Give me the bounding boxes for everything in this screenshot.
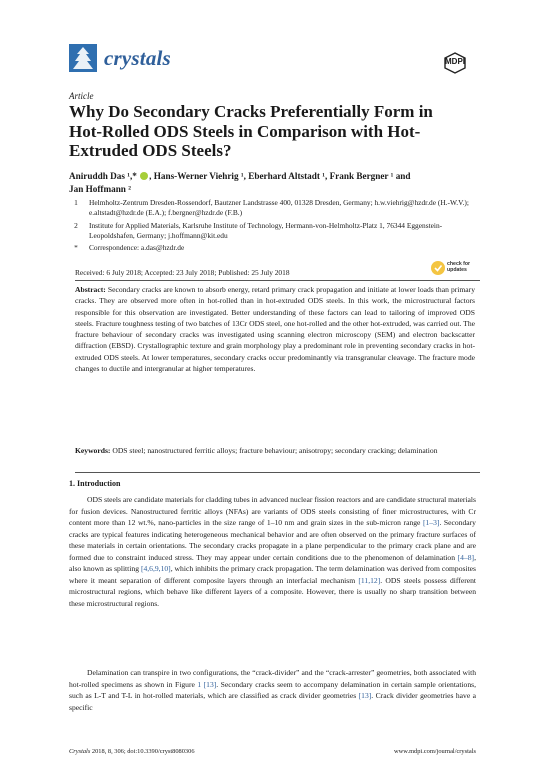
affiliation-1 (69, 198, 479, 218)
citation-footer (69, 748, 195, 755)
keywords-text: ODS steel; nanostructured ferritic alloys; fracture behaviour; anisotropy; secondary cracking; delamination (112, 446, 438, 455)
body-text: , which inhibits the primary crack propagation. The term delamination was derived from composites where it meant separation of different composite layers through an interfacial mechanism (69, 564, 477, 585)
check-for-updates-badge[interactable] (430, 258, 470, 278)
authors-line-2: Jan Hoffmann ² (69, 184, 131, 194)
check-for-updates-label: check for updates (447, 261, 471, 273)
divider (75, 472, 480, 473)
affiliation-number: 2 (74, 221, 78, 230)
body-text: . Secondary cracks are typical features indicating heterogeneous mechanical behavior and are often observed on the primary fracture surfaces of these materials in certain orientations. The secondary cracks propagate in a plane perpendicular to the primary crack plane and are formed due to constraint induced stress. They may appear under certain conditions due to the phenomenon of delamination (69, 518, 476, 562)
affiliation-text: Institute for Applied Materials, Karlsruhe Institute of Technology, Hermann-von-Helmholtz-Platz 1, 76344 Eggenstein-Leopoldshafen, Germany; j.hoffmann@kit.edu (89, 221, 443, 240)
body-text: ODS steels are candidate materials for cladding tubes in advanced nuclear fission reactors and are candidate structural materials for fusion devices. Nanostructured ferritic alloys (NFAs) are variants of ODS steels consisting of finer microstructures, with Cr content more than 12 wt.%, nano-particles in the size range of 1–10 nm and grain sizes in the sub-micron range (69, 495, 476, 528)
authors-line-1: Aniruddh Das ¹,* (69, 171, 140, 181)
publisher-name: MDPI (445, 57, 465, 66)
authors-line-1b: , Hans-Werner Viehrig ¹, Eberhard Altstadt ¹, Frank Bergner ¹ and (149, 171, 411, 181)
body-text: , also known as splitting (69, 552, 476, 574)
citation-link[interactable]: [11,12] (358, 575, 381, 585)
keywords (75, 445, 475, 456)
footer-journal: Crystals (69, 748, 91, 755)
figure-link[interactable]: 1 (197, 679, 202, 689)
journal-name: crystals (104, 46, 171, 70)
journal-logo-icon (69, 44, 97, 72)
citation-link[interactable]: [4,6,9,10] (140, 564, 171, 574)
divider (75, 280, 480, 281)
article-type: Article (69, 91, 94, 101)
orcid-icon[interactable] (140, 172, 148, 180)
article-title: Why Do Secondary Cracks Preferentially Form in Hot-Rolled ODS Steels in Comparison with Hot-Extruded ODS Steels? (69, 102, 433, 160)
body-text: . Crack divider geometries have a specific (69, 691, 476, 712)
citation-link[interactable]: [1–3] (423, 518, 440, 528)
author-list (69, 170, 479, 196)
publication-dates: Received: 6 July 2018; Accepted: 23 July 2018; Published: 25 July 2018 (75, 268, 290, 277)
affiliation-number: 1 (74, 198, 78, 207)
body-text: . Secondary cracks seem to accompany delamination in certain sample orientations, such as L-T and T-L in hot-rolled materials, which are classified as crack divider geometries (69, 679, 476, 701)
citation-link[interactable]: [13] (203, 679, 217, 689)
footer-doi: 2018, 8, 306; doi:10.3390/cryst8080306 (90, 748, 195, 755)
abstract-text: Secondary cracks are known to absorb energy, retard primary crack propagation and initiate at lower loads than primary cracks. They are observed more often in hot-rolled than in hot-extruded ODS steels. In this work, the microstructural factors responsible for this observation are investigated. Better understanding of these factors can lead to tailoring of improved ODS steels. Fracture toughness testing of two batches of 13Cr ODS steel, one hot-rolled and the other hot-extruded, was carried out. The fracture behaviour of secondary cracks was investigated using scanning electron microscopy (SEM) and electron backscatter diffraction (EBSD). Crystallographic texture and grain morphology play a predominant role in preventing secondary cracks in hot-extruded ODS steels. At lower temperatures, secondary cracks occur predominantly via transgranular cleavage. The fracture mode changes to ductile and intergranular at higher temperatures. (75, 285, 475, 374)
paragraph-2 (69, 667, 476, 713)
body-text: . ODS steels possess different microstructural regions, which behave like different layers of a composite. However, there is usually no sharp transition between these microstructural regions. (69, 575, 477, 608)
paragraph-1 (69, 494, 476, 609)
affiliation-2 (69, 221, 479, 241)
citation-link[interactable]: [4–8] (457, 552, 475, 562)
body-text: Delamination can transpire in two configurations, the “crack-divider” and the “crack-arrester” geometries, both associated with hot-rolled specimens as shown in Figure (69, 668, 476, 689)
correspondence (69, 243, 479, 253)
journal-url[interactable]: www.mdpi.com/journal/crystals (394, 748, 476, 755)
keywords-label: Keywords: (75, 446, 111, 455)
affiliation-text: Helmholtz-Zentrum Dresden-Rossendorf, Bautzner Landstrasse 400, 01328 Dresden, Germany; h.w.viehrig@hzdr.de (H.-W.V.); e.altstadt@hzdr.de (E.A.); f.bergner@hzdr.de (F.B.) (89, 198, 469, 217)
abstract (75, 284, 475, 374)
citation-link[interactable]: [13] (358, 691, 372, 701)
abstract-label: Abstract: (75, 285, 106, 294)
affiliation-text: Correspondence: a.das@hzdr.de (89, 243, 185, 252)
section-heading: 1. Introduction (69, 479, 121, 488)
affiliation-number: * (74, 243, 78, 252)
